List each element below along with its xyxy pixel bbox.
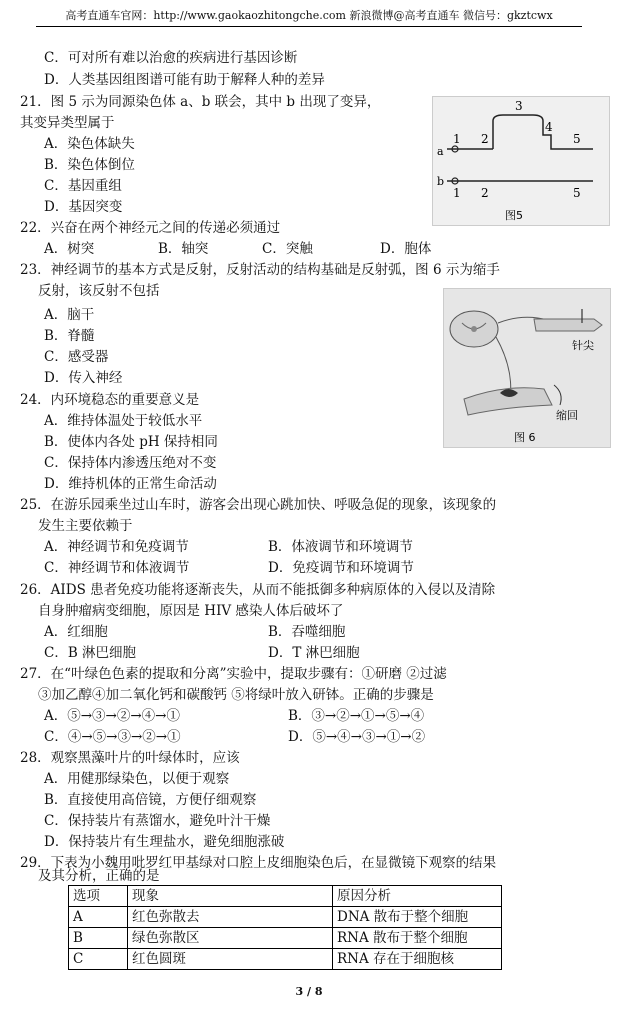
table-row [69, 949, 502, 970]
q27-option-c: C．④→⑤→③→②→① [44, 729, 181, 745]
table-cell: 红色圆斑 [128, 949, 333, 970]
figure-5 [432, 96, 610, 226]
table-header-cell: 原因分析 [333, 886, 502, 907]
reflex-arc-illustration [444, 289, 610, 447]
b-num-1: 1 [453, 186, 461, 200]
figure-6 [443, 288, 611, 448]
q26-option-d: D．T 淋巴细胞 [268, 645, 360, 661]
q28-stem: 28．观察黑藻叶片的叶绿体时，应该 [20, 750, 240, 766]
table-row [69, 928, 502, 949]
q26-option-b: B．吞噬细胞 [268, 624, 346, 640]
q27-stem-line1: 27．在“叶绿色色素的提取和分离”实验中，提取步骤有：①研磨 ②过滤 [20, 666, 447, 682]
table-cell: C [69, 949, 128, 970]
q21-stem-line2: 其变异类型属于 [20, 115, 115, 131]
q24-stem: 24．内环境稳态的重要意义是 [20, 392, 200, 408]
q29-stem-line1: 29．下表为小魏用吡罗红甲基绿对口腔上皮细胞染色后，在显微镜下观察的结果 [20, 855, 497, 871]
q27-option-d: D．⑤→④→③→①→② [288, 729, 426, 745]
q20-option-d: D．人类基因组图谱可能有助于解释人种的差异 [44, 72, 325, 88]
table-cell: 绿色弥散区 [128, 928, 333, 949]
table-cell: B [69, 928, 128, 949]
q23-stem-line2: 反射，该反射不包括 [38, 283, 160, 299]
a-num-3: 3 [515, 99, 523, 113]
table-row [69, 907, 502, 928]
q22-option-d: D．胞体 [380, 241, 432, 257]
q23-option-b: B．脊髓 [44, 328, 95, 344]
q23-option-a: A．脑干 [44, 307, 95, 323]
q25-option-d: D．免疫调节和环境调节 [268, 560, 414, 576]
q28-option-c: C．保持装片有蒸馏水，避免叶汁干燥 [44, 813, 271, 829]
q24-option-b: B．使体内各处 pH 保持相同 [44, 434, 218, 450]
q23-option-d: D．传入神经 [44, 370, 123, 386]
q29-stem-line2: 及其分析，正确的是 [38, 868, 160, 884]
q23-option-c: C．感受器 [44, 349, 109, 365]
q23-stem-line1: 23．神经调节的基本方式是反射，反射活动的结构基础是反射弧，图 6 示为缩手 [20, 262, 500, 278]
table-header-cell: 选项 [69, 886, 128, 907]
q25-stem-line1: 25．在游乐园乘坐过山车时，游客会出现心跳加快、呼吸急促的现象，该现象的 [20, 497, 497, 513]
q26-stem-line2: 自身肿瘤病变细胞，原因是 HIV 感染人体后破坏了 [38, 603, 344, 619]
q25-option-c: C．神经调节和体液调节 [44, 560, 190, 576]
b-label: b [437, 175, 445, 188]
q25-option-b: B．体液调节和环境调节 [268, 539, 413, 555]
figure-6-caption: 图 6 [514, 431, 536, 444]
q21-stem-line1: 21．图 5 示为同源染色体 a、b 联会，其中 b 出现了变异， [20, 94, 381, 110]
q25-option-a: A．神经调节和免疫调节 [44, 539, 189, 555]
b-num-2: 2 [481, 186, 489, 200]
label-pin: 针尖 [572, 339, 594, 352]
table-cell: RNA 散布于整个细胞 [333, 928, 502, 949]
page-number: 3 / 8 [295, 985, 323, 998]
q22-option-a: A．树突 [44, 241, 95, 257]
q22-option-b: B．轴突 [158, 241, 209, 257]
q21-option-c: C．基因重组 [44, 178, 122, 194]
table-header-row [69, 886, 502, 907]
figure-5-caption: 图5 [505, 209, 523, 222]
q21-option-a: A．染色体缺失 [44, 136, 135, 152]
q27-option-b: B．③→②→①→⑤→④ [288, 708, 425, 724]
q24-option-a: A．维持体温处于较低水平 [44, 413, 203, 429]
q27-option-a: A．⑤→③→②→④→① [44, 708, 180, 724]
q26-option-a: A．红细胞 [44, 624, 108, 640]
chromosome-diagram [433, 97, 609, 225]
q28-option-d: D．保持装片有生理盐水，避免细胞涨破 [44, 834, 285, 850]
q25-stem-line2: 发生主要依赖于 [38, 518, 133, 534]
q24-option-d: D．维持机体的正常生命活动 [44, 476, 217, 492]
a-num-1: 1 [453, 132, 461, 146]
table-header-cell: 现象 [128, 886, 333, 907]
q28-option-a: A．用健那绿染色，以便于观察 [44, 771, 230, 787]
q28-option-b: B．直接使用高倍镜，方便仔细观察 [44, 792, 257, 808]
table-cell: 红色弥散去 [128, 907, 333, 928]
page-header: 高考直通车官网：http://www.gaokaozhitongche.com 新浪微博@高考直通车 微信号：gkztcwx [36, 6, 582, 27]
table-cell: RNA 存在于细胞核 [333, 949, 502, 970]
q24-option-c: C．保持体内渗透压绝对不变 [44, 455, 217, 471]
a-label: a [437, 145, 444, 158]
a-num-5: 5 [573, 132, 581, 146]
q21-option-d: D．基因突变 [44, 199, 123, 215]
a-num-4: 4 [545, 120, 553, 134]
table-cell: A [69, 907, 128, 928]
q22-option-c: C．突触 [262, 241, 313, 257]
q27-stem-line2: ③加乙醇④加二氧化钙和碳酸钙 ⑤将绿叶放入研钵。正确的步骤是 [38, 687, 434, 703]
table-cell: DNA 散布于整个细胞 [333, 907, 502, 928]
q29-table [68, 885, 502, 970]
q26-option-c: C．B 淋巴细胞 [44, 645, 137, 661]
b-num-5: 5 [573, 186, 581, 200]
q21-option-b: B．染色体倒位 [44, 157, 135, 173]
q26-stem-line1: 26．AIDS 患者免疫功能将逐渐丧失，从而不能抵御多种病原体的入侵以及清除 [20, 582, 496, 598]
label-withdraw: 缩回 [556, 409, 578, 422]
a-num-2: 2 [481, 132, 489, 146]
q20-option-c: C．可对所有难以治愈的疾病进行基因诊断 [44, 50, 298, 66]
q22-stem: 22．兴奋在两个神经元之间的传递必须通过 [20, 220, 281, 236]
